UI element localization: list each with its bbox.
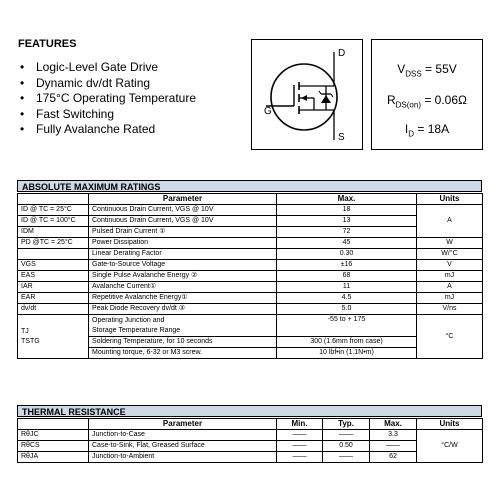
features-list [18, 60, 248, 138]
thermal-table [17, 418, 483, 463]
table-row: IDM Pulsed Drain Current ① 72 [18, 227, 483, 238]
table-row: EAR Repetitive Avalanche Energy① 4.5 mJ [18, 293, 483, 304]
abs-max-table [17, 193, 483, 359]
table-row: dv/dt Peak Diode Recovery dv/dt ③ 5.0 V/ns [18, 304, 483, 315]
header-units: Units [417, 419, 483, 430]
table-row: RθJC Junction-to-Case —— —— 3.3 °C/W [18, 430, 483, 441]
table-row: RθCS Case-to-Sink, Flat, Greased Surface —— 0.50 —— [18, 441, 483, 452]
feature-item: • Logic-Level Gate Drive [18, 60, 248, 76]
table-row: PD @TC = 25°C Power Dissipation 45 W [18, 238, 483, 249]
table-row: EAS Single Pulse Avalanche Energy ② 68 mJ [18, 271, 483, 282]
table-header-row [18, 419, 483, 430]
features-section [18, 38, 248, 138]
key-specs-box [371, 39, 483, 150]
gate-label: G [264, 106, 272, 117]
rds-on-spec: $R_{DS(on)} = 0.06\Omega$ [386, 93, 468, 110]
thermal-title: THERMAL RESISTANCE [17, 405, 482, 417]
vdss-spec: $V_{DSS} = 55V$ [397, 62, 457, 79]
feature-item: • 175°C Operating Temperature [18, 91, 248, 107]
mosfet-symbol-icon [252, 40, 362, 149]
table-row: TJ TSTG Operating Junction and Storage Temperature Range -55 to + 175 °C [18, 315, 483, 337]
header-parameter: Parameter [89, 419, 277, 430]
drain-label: D [338, 48, 346, 59]
table-row: Soldering Temperature, for 10 seconds 300 (1.6mm from case) [18, 337, 483, 348]
table-row: IAR Avalanche Current① 11 A [18, 282, 483, 293]
table-row: RθJA Junction-to-Ambient —— —— 62 [18, 452, 483, 463]
feature-item: • Dynamic dv/dt Rating [18, 76, 248, 92]
header-units: Units [417, 194, 483, 205]
table-row: Linear Derating Factor 0.30 W/°C [18, 249, 483, 260]
table-row: ID @ TC = 100°C Continuous Drain Current, VGS @ 10V 13 A [18, 216, 483, 227]
table-row: ID @ TC = 25°C Continuous Drain Current, VGS @ 10V 18 [18, 205, 483, 216]
feature-item: • Fully Avalanche Rated [18, 122, 248, 138]
features-title: FEATURES [18, 38, 77, 50]
mosfet-symbol-box [251, 39, 363, 150]
header-min: Min. [277, 419, 323, 430]
table-row: VGS Gate-to-Source Voltage ±16 V [18, 260, 483, 271]
table-row: Mounting torque, 6-32 or M3 screw. 10 lbf•in (1.1N•m) [18, 348, 483, 359]
header-max: Max. [370, 419, 417, 430]
source-label: S [338, 132, 345, 143]
header-typ: Typ. [323, 419, 370, 430]
header-max: Max. [277, 194, 417, 205]
header-parameter: Parameter [89, 194, 277, 205]
abs-max-title: ABSOLUTE MAXIMUM RATINGS [17, 180, 482, 192]
id-spec: $I_D = 18A$ [404, 122, 450, 139]
feature-item: • Fast Switching [18, 107, 248, 123]
table-header-row [18, 194, 483, 205]
